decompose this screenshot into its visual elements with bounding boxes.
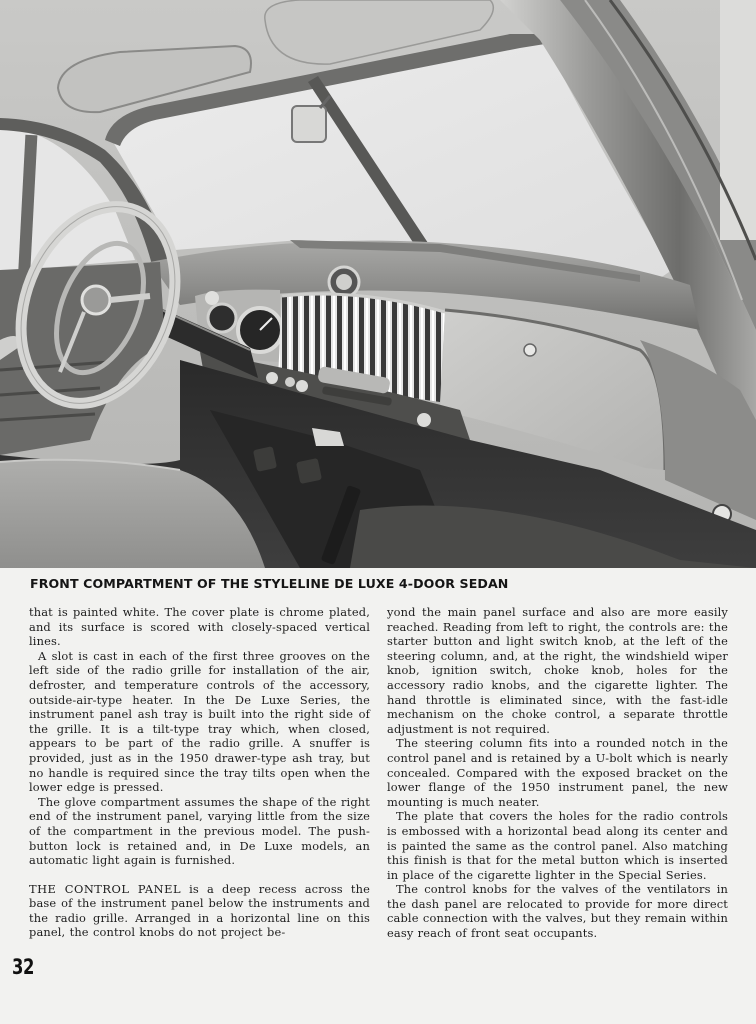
section-text: is a deep recess across the base of the instrument panel below the instruments and the radio grille. Arranged in a horizontal line on this panel, the control knobs do not project be- [29, 881, 370, 940]
text-column-left [29, 605, 370, 940]
paragraph: A slot is cast in each of the first three grooves on the left side of the radio grille for installation of the air, defroster, and temperature controls of the accessory, outside-air-type heater. In the De Luxe Series, the instrument panel ash tray is built into the right side of the grille. It is a tilt-type tray which, when closed, appears to be part of the radio grille. A snuffer is provided, just as in the 1950 drawer-type ash tray, but no handle is required since the tray tilts open when the lower edge is pressed. [29, 648, 370, 795]
text-column-right [387, 605, 728, 941]
page-number: 32 [12, 955, 35, 979]
paragraph: The steering column fits into a rounded notch in the control panel and is retained by a U-bolt which is nearly concealed. Compared with the exposed bracket on the lower flange of the 1950 instrument panel, the new mounting is much neater. [387, 736, 728, 809]
paragraph: yond the main panel surface and also are more easily reached. Reading from left to right, the controls are: the starter button and light switch knob, at the left of the steering column, and, at the right, the windshield wiper knob, ignition switch, choke knob, holes for the accessory radio knobs, and the cigarette lighter. The hand throttle is eliminated since, with the fast-idle mechanism on the choke control, a separate throttle adjustment is not required. [387, 605, 728, 736]
section-heading: THE CONTROL PANEL [29, 881, 182, 896]
paragraph: The plate that covers the holes for the radio controls is embossed with a horizontal bead along its center and is painted the same as the control panel. Also matching this finish is that for the metal button which is inserted in place of the cigarette lighter in the Special Series. [387, 809, 728, 882]
paragraph: The control knobs for the valves of the ventilators in the dash panel are relocated to provide for more direct cable connection with the valves, but they remain within easy reach of front seat occupants. [387, 882, 728, 941]
paragraph: that is painted white. The cover plate is chrome plated, and its surface is scored with closely-spaced vertical lines. [29, 605, 370, 649]
paragraph: The glove compartment assumes the shape of the right end of the instrument panel, varying little from the size of the compartment in the previous model. The push-button lock is retained and, in De Luxe models, an automatic light again is furnished. [29, 794, 370, 868]
section-paragraph-control-panel [29, 882, 370, 940]
photo-caption: FRONT COMPARTMENT OF THE STYLELINE DE LUXE 4-DOOR SEDAN [30, 576, 509, 591]
